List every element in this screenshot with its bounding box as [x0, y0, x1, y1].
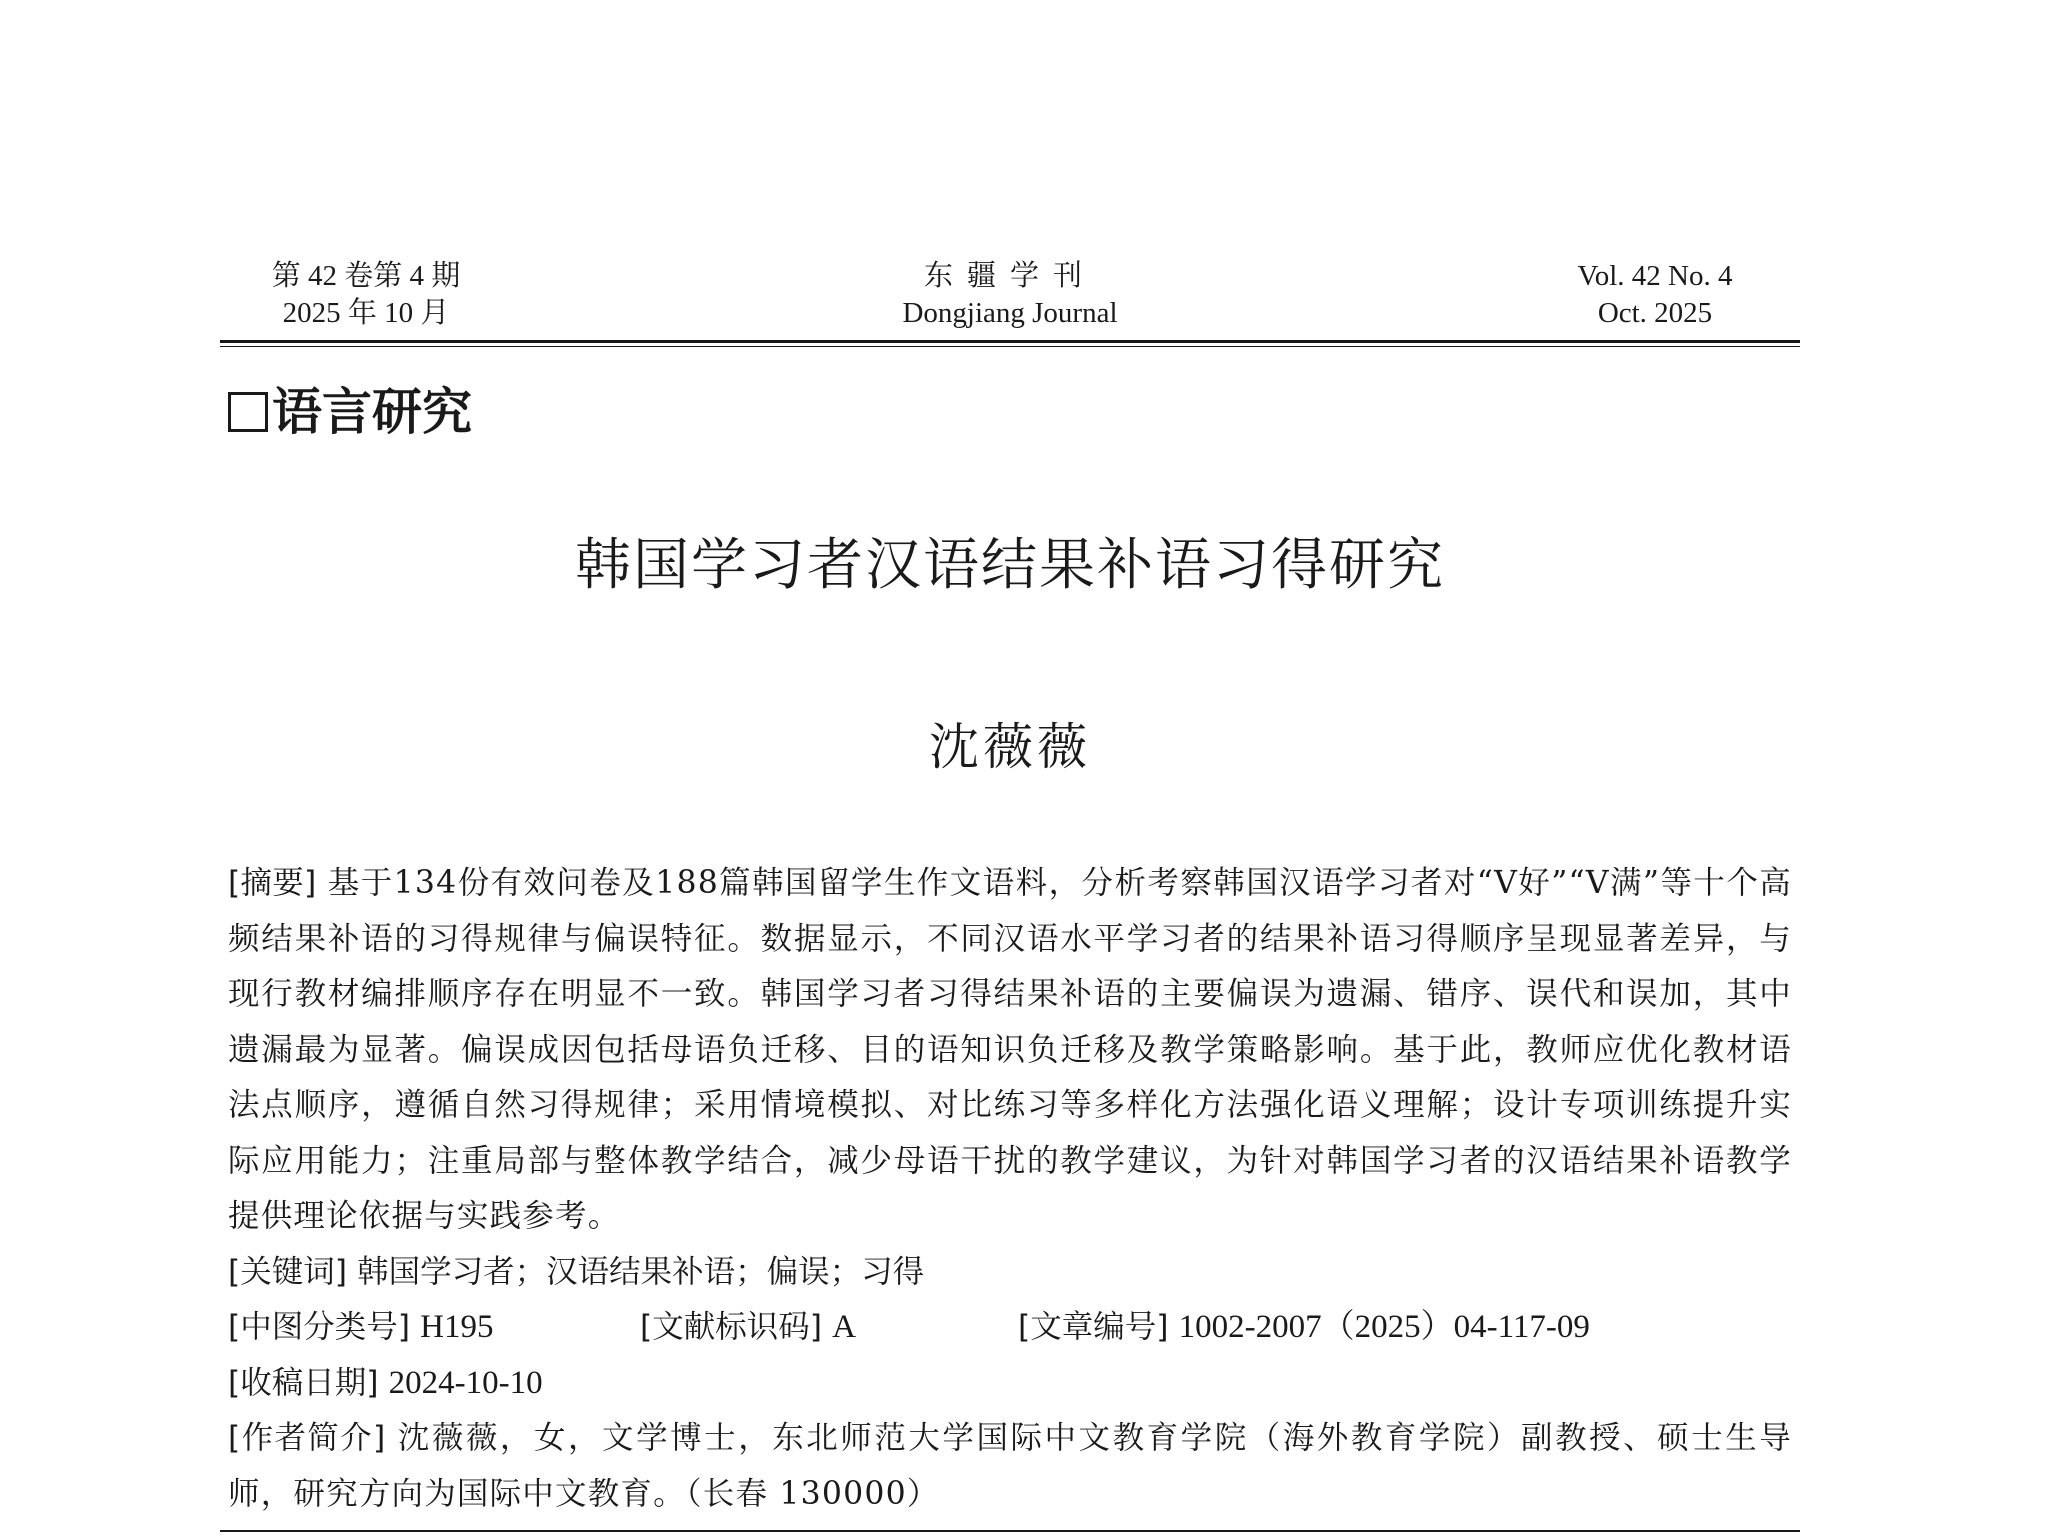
abstract-label: [摘要]: [228, 865, 317, 901]
abstract: [228, 856, 1792, 1245]
keywords-text: 韩国学习者；汉语结果补语；偏误；习得: [357, 1253, 925, 1290]
document-code-value: A: [832, 1309, 856, 1345]
issue-info-en: [1530, 258, 1780, 332]
paper-title: 韩国学习者汉语结果补语习得研究: [575, 533, 1445, 598]
author-bio-text: 沈薇薇，女，文学博士，东北师范大学国际中文教育学院（海外教育学院）副教授、硕士生导师，研究方向为国际中文教育。（长春 130000）: [228, 1420, 1792, 1512]
journal-name: [780, 258, 1240, 332]
clc-value: H195: [420, 1309, 494, 1345]
article-number-label: [文章编号]: [1018, 1309, 1169, 1345]
clc-code: [228, 1300, 493, 1356]
front-matter: [228, 856, 1792, 1522]
journal-name-en: Dongjiang Journal: [902, 297, 1118, 329]
keywords-label: [关键词]: [228, 1253, 348, 1290]
date-cn: 2025 年 10 月: [282, 297, 450, 329]
header-rule-thin: [220, 346, 1800, 347]
keywords: [228, 1245, 1792, 1301]
document-code-label: [文献标识码]: [640, 1309, 823, 1345]
volume-issue-en: Vol. 42 No. 4: [1577, 260, 1733, 292]
date-en: Oct. 2025: [1597, 297, 1713, 329]
received-date: [228, 1356, 1792, 1412]
author-bio-label: [作者简介]: [228, 1420, 386, 1456]
paper-author: 沈薇薇: [929, 718, 1091, 776]
volume-issue-cn: 第 42 卷第 4 期: [271, 260, 461, 292]
document-code: [640, 1300, 856, 1356]
author-bio: [228, 1411, 1792, 1522]
classification-row: [228, 1300, 1792, 1356]
running-header: [220, 258, 1800, 338]
square-box-icon: [228, 392, 268, 432]
journal-page: [220, 0, 1800, 1536]
clc-label: [中图分类号]: [228, 1309, 411, 1345]
article-number-value: 1002-2007（2025）04-117-09: [1178, 1309, 1590, 1345]
abstract-text: 基于134份有效问卷及188篇韩国留学生作文语料，分析考察韩国汉语学习者对“V好”“V满”等十个高频结果补语的习得规律与偏误特征。数据显示，不同汉语水平学习者的结果补语习得顺序呈现显著差异，与现行教材编排顺序存在明显不一致。韩国学习者习得结果补语的主要偏误为遗漏、错序、误代和误加，其中遗漏最为显著。偏误成因包括母语负迁移、目的语知识负迁移及教学策略影响。基于此，教师应优化教材语法点顺序，遵循自然习得规律；采用情境模拟、对比练习等多样化方法强化语义理解；设计专项训练提升实际应用能力；注重局部与整体教学结合，减少母语干扰的教学建议，为针对韩国学习者的汉语结果补语教学提供理论依据与实践参考。: [228, 865, 1792, 1234]
header-rule-thick: [220, 340, 1800, 343]
section-label: 语言研究: [272, 383, 472, 441]
section-heading: [228, 382, 472, 442]
issue-info: [236, 258, 496, 332]
received-date-label: [收稿日期]: [228, 1364, 379, 1401]
article-number: [1018, 1300, 1590, 1356]
footer-rule: [220, 1530, 1800, 1532]
received-date-value: 2024-10-10: [388, 1364, 543, 1401]
journal-name-cn: 东疆学刊: [923, 260, 1096, 292]
